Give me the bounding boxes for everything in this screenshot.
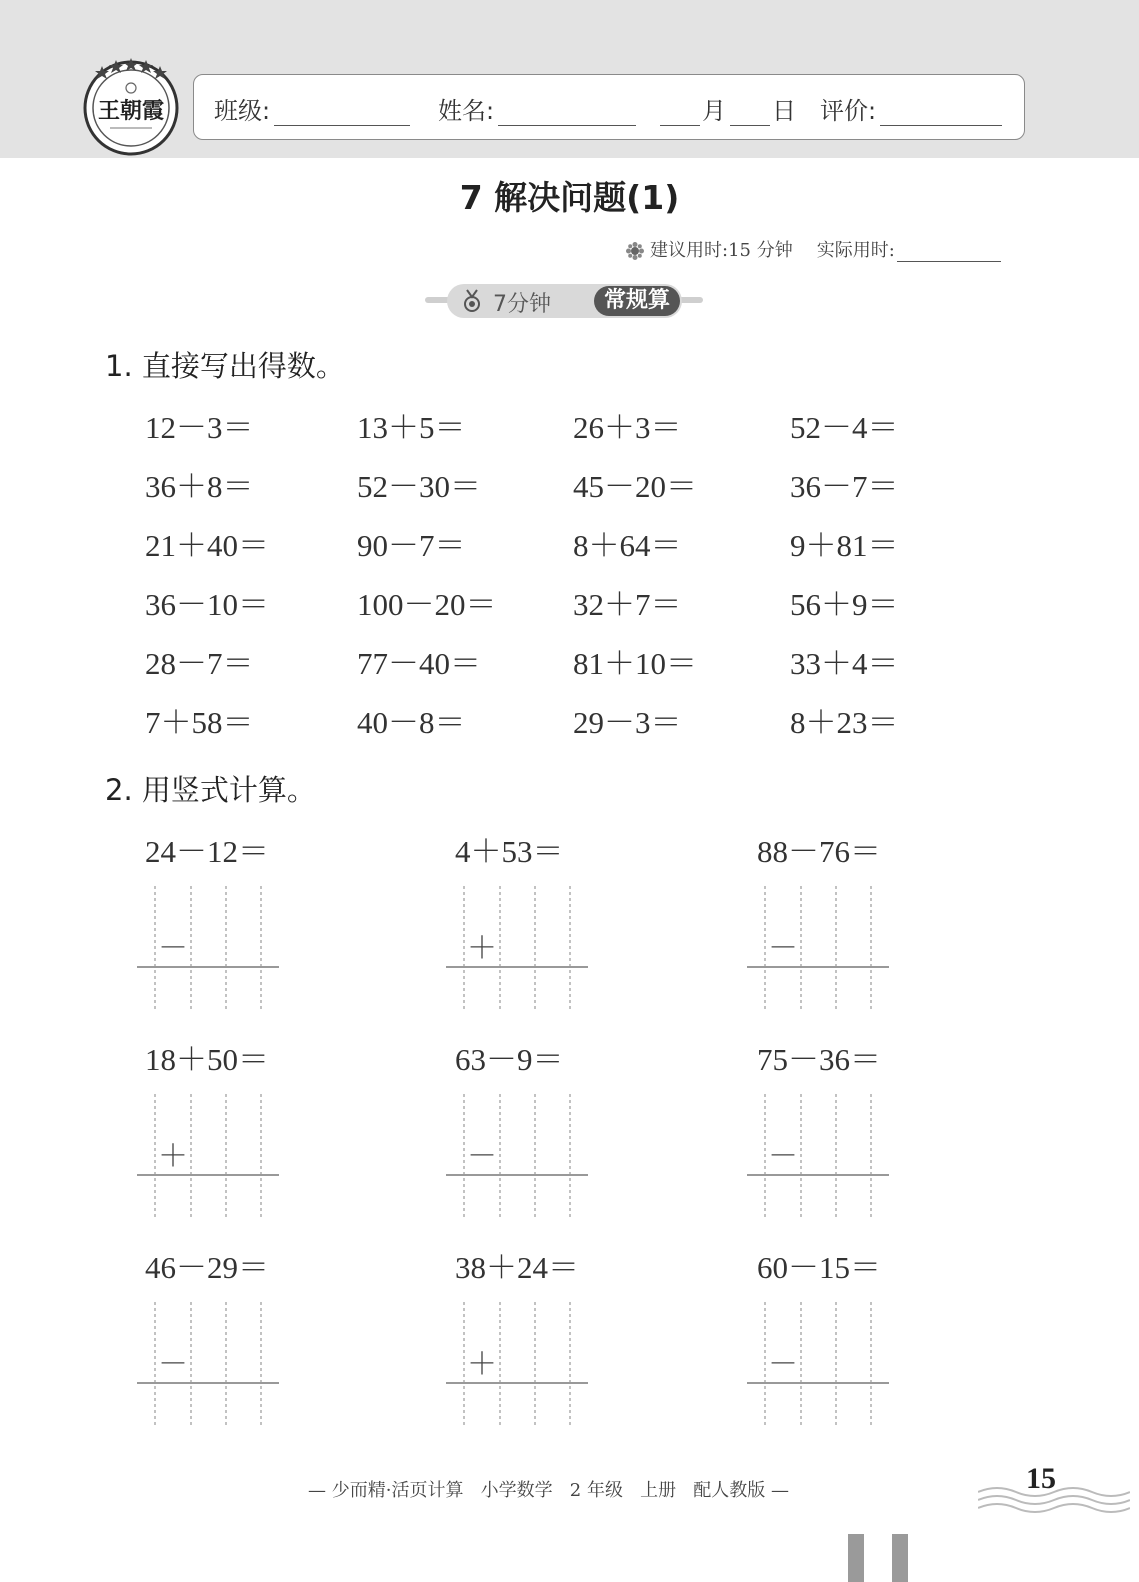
direct-calc-expr: 100－20＝: [357, 587, 497, 622]
vertical-calc-grid-box[interactable]: [747, 1302, 889, 1426]
section1-heading: 1. 直接写出得数。: [105, 349, 345, 383]
logo-text: 王朝霞: [97, 99, 165, 124]
operator-sign: ＋: [158, 1140, 188, 1173]
direct-calc-expr: 77－40＝: [357, 646, 481, 681]
medal-icon: [461, 289, 483, 313]
vertical-calc-expr: 60－15＝: [757, 1250, 881, 1285]
direct-calc-expr: 56＋9＝: [790, 587, 899, 622]
operator-sign: －: [768, 1140, 798, 1173]
footer-text: — 少而精·活页计算 小学数学 2 年级 上册 配人教版 —: [308, 1480, 789, 1501]
vertical-calc-expr: 18＋50＝: [145, 1042, 269, 1077]
direct-calc-expr: 45－20＝: [573, 469, 697, 504]
vertical-calc-expr: 24－12＝: [145, 834, 269, 869]
direct-calc-expr: 9＋81＝: [790, 528, 899, 563]
operator-sign: －: [158, 932, 188, 965]
direct-calc-expr: 52－30＝: [357, 469, 481, 504]
direct-calc-expr: 26＋3＝: [573, 410, 682, 445]
day-label: 日: [772, 97, 796, 125]
gear-flower-icon: [626, 242, 644, 260]
vertical-calc-grid-box[interactable]: [747, 1094, 889, 1218]
direct-calc-expr: 40－8＝: [357, 705, 466, 740]
tab-mark-right: [892, 1534, 908, 1582]
vertical-calc-grid-box[interactable]: [137, 1302, 279, 1426]
direct-calc-expr: 36－10＝: [145, 587, 269, 622]
day-blank[interactable]: [730, 101, 770, 126]
direct-calc-expr: 28－7＝: [145, 646, 254, 681]
badge-tag: 常规算: [594, 286, 680, 316]
vertical-calc-grid-box[interactable]: [446, 1094, 588, 1218]
class-field[interactable]: [214, 91, 410, 126]
logo: [82, 58, 180, 156]
direct-calc-expr: 8＋23＝: [790, 705, 899, 740]
direct-calc-expr: 32＋7＝: [573, 587, 682, 622]
month-label: 月: [702, 97, 726, 125]
rating-label: 评价:: [820, 97, 877, 125]
direct-calc-expr: 8＋64＝: [573, 528, 682, 563]
class-blank[interactable]: [274, 101, 410, 126]
vertical-calc-grid-box[interactable]: [137, 1094, 279, 1218]
vertical-calc-expr: 46－29＝: [145, 1250, 269, 1285]
operator-sign: －: [768, 932, 798, 965]
name-blank[interactable]: [498, 101, 636, 126]
student-info-box: [193, 74, 1025, 140]
direct-calc-expr: 29－3＝: [573, 705, 682, 740]
tab-mark-left: [848, 1534, 864, 1582]
class-label: 班级:: [214, 97, 271, 125]
page-number: 15: [1026, 1462, 1056, 1495]
vertical-calc-expr: 75－36＝: [757, 1042, 881, 1077]
direct-calc-expr: 90－7＝: [357, 528, 466, 563]
operator-sign: ＋: [467, 932, 497, 965]
actual-time-label: 实际用时:: [816, 240, 895, 261]
vertical-calc-expr: 38＋24＝: [455, 1250, 579, 1285]
direct-calc-expr: 12－3＝: [145, 410, 254, 445]
operator-sign: －: [768, 1348, 798, 1381]
direct-calc-expr: 13＋5＝: [357, 410, 466, 445]
vertical-calc-grid-box[interactable]: [747, 886, 889, 1010]
rating-blank[interactable]: [880, 101, 1002, 126]
date-field[interactable]: [660, 91, 796, 126]
badge-time: 7分钟: [493, 292, 551, 317]
name-label: 姓名:: [438, 97, 495, 125]
vertical-calc-expr: 4＋53＝: [455, 834, 564, 869]
name-field[interactable]: [438, 91, 636, 126]
section2-heading: 2. 用竖式计算。: [105, 773, 316, 807]
vertical-calc-expr: 88－76＝: [757, 834, 881, 869]
suggested-time: 建议用时:15 分钟: [650, 240, 793, 261]
actual-time-blank[interactable]: [897, 241, 1001, 262]
time-badge: [447, 284, 682, 318]
month-blank[interactable]: [660, 101, 700, 126]
direct-calc-expr: 52－4＝: [790, 410, 899, 445]
operator-sign: －: [158, 1348, 188, 1381]
operator-sign: －: [467, 1140, 497, 1173]
direct-calc-expr: 81＋10＝: [573, 646, 697, 681]
direct-calc-expr: 33＋4＝: [790, 646, 899, 681]
direct-calc-expr: 36－7＝: [790, 469, 899, 504]
direct-calc-expr: 21＋40＝: [145, 528, 269, 563]
direct-calc-expr: 7＋58＝: [145, 705, 254, 740]
vertical-calc-grid-box[interactable]: [137, 886, 279, 1010]
vertical-calc-grid-box[interactable]: [446, 886, 588, 1010]
page-title: 7 解决问题(1): [459, 178, 680, 217]
direct-calc-expr: 36＋8＝: [145, 469, 254, 504]
timing-line: [626, 236, 1001, 262]
vertical-calc-expr: 63－9＝: [455, 1042, 564, 1077]
rating-field[interactable]: [820, 91, 1002, 126]
vertical-calc-grid-box[interactable]: [446, 1302, 588, 1426]
operator-sign: ＋: [467, 1348, 497, 1381]
